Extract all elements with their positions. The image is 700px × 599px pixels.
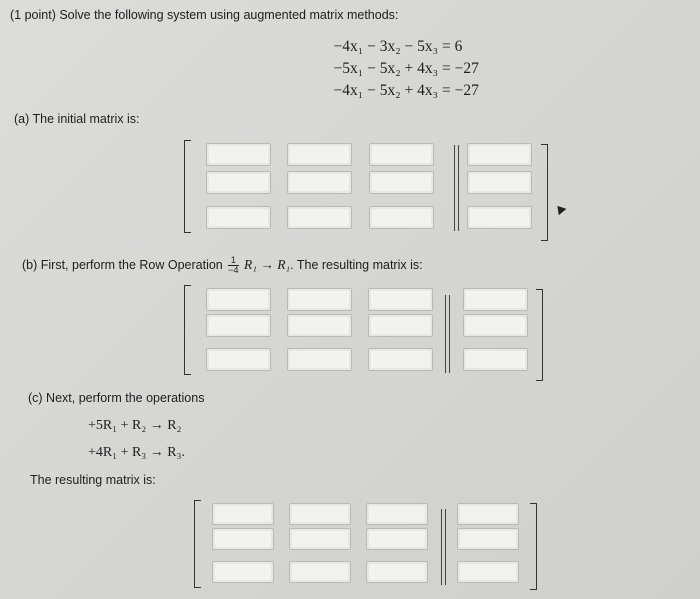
equation-3-rhs: −27 [454, 82, 479, 99]
matrix-b-cell-1-1[interactable] [206, 288, 271, 311]
matrix-a-left-bracket [184, 140, 191, 233]
matrix-b-cell-2-2[interactable] [287, 314, 352, 337]
matrix-b-cell-2-4[interactable] [463, 314, 528, 337]
problem-header: (1 point) Solve the following system using augmented matrix methods: [10, 8, 399, 22]
matrix-a-cell-3-4[interactable] [467, 206, 532, 229]
matrix-c-cell-2-3[interactable] [366, 528, 428, 550]
part-b-prefix: (b) First, perform the Row Operation [22, 257, 223, 272]
matrix-a-cell-2-4[interactable] [467, 171, 532, 194]
matrix-a-cell-1-4[interactable] [467, 143, 532, 166]
part-a-label: (a) The initial matrix is: [14, 112, 140, 126]
matrix-c-cell-3-4[interactable] [457, 561, 519, 583]
matrix-b-cell-2-3[interactable] [368, 314, 433, 337]
matrix-a-augment-bar-2 [458, 145, 459, 231]
matrix-c-cell-3-3[interactable] [366, 561, 428, 583]
matrix-b-cell-3-2[interactable] [287, 348, 352, 371]
part-b-frac-den: −4 [228, 265, 239, 275]
matrix-b-cell-1-2[interactable] [287, 288, 352, 311]
matrix-b-cell-3-4[interactable] [463, 348, 528, 371]
matrix-c-augment-bar-2 [445, 509, 446, 585]
matrix-c-right-bracket [530, 503, 537, 590]
equation-1-lhs: −4x₁ − 3x₂ − 5x₃ [333, 38, 438, 55]
part-c-result-label: The resulting matrix is: [30, 473, 156, 487]
equation-1-rhs: 6 [454, 38, 463, 55]
part-b-suffix: . The resulting matrix is: [290, 257, 423, 272]
part-c-op1: +5R₁ + R₂ → R₂ [88, 418, 182, 433]
matrix-c-cell-1-4[interactable] [457, 503, 519, 525]
matrix-c-cell-1-3[interactable] [366, 503, 428, 525]
matrix-a-cell-3-3[interactable] [369, 206, 434, 229]
matrix-b-right-bracket [536, 289, 543, 381]
mouse-cursor-icon [554, 203, 567, 216]
matrix-a-right-bracket [541, 144, 548, 241]
equation-3-eq: = −27 [442, 82, 479, 99]
matrix-b-cell-3-3[interactable] [368, 348, 433, 371]
equation-1-eq: = 6 [442, 38, 463, 55]
matrix-c-left-bracket [194, 500, 201, 588]
matrix-c-cell-2-1[interactable] [212, 528, 274, 550]
matrix-c-cell-1-1[interactable] [212, 503, 274, 525]
matrix-b-cell-2-1[interactable] [206, 314, 271, 337]
part-b-frac-num: 1 [228, 256, 238, 266]
matrix-c-cell-3-1[interactable] [212, 561, 274, 583]
part-b-fraction [228, 256, 238, 275]
matrix-a-cell-2-2[interactable] [287, 171, 352, 194]
matrix-a-cell-1-3[interactable] [369, 143, 434, 166]
matrix-a-cell-1-2[interactable] [287, 143, 352, 166]
matrix-a-cell-2-3[interactable] [369, 171, 434, 194]
matrix-c-cell-2-4[interactable] [457, 528, 519, 550]
matrix-b-augment-bar [445, 295, 446, 373]
equation-2-rhs: −27 [454, 60, 479, 77]
part-c-op2: +4R₁ + R₃ → R₃. [88, 445, 185, 460]
equation-2-lhs: −5x₁ − 5x₂ + 4x₃ [333, 60, 438, 77]
matrix-a-cell-3-2[interactable] [287, 206, 352, 229]
equation-3-lhs: −4x₁ − 5x₂ + 4x₃ [333, 82, 438, 99]
matrix-b-left-bracket [184, 285, 191, 375]
matrix-a-cell-2-1[interactable] [206, 171, 271, 194]
matrix-c-cell-1-2[interactable] [289, 503, 351, 525]
matrix-a-cell-1-1[interactable] [206, 143, 271, 166]
matrix-c-cell-3-2[interactable] [289, 561, 351, 583]
matrix-c-augment-bar [441, 509, 442, 585]
matrix-c-cell-2-2[interactable] [289, 528, 351, 550]
equation-2-eq: = −27 [442, 60, 479, 77]
matrix-a-cell-3-1[interactable] [206, 206, 271, 229]
matrix-b-cell-3-1[interactable] [206, 348, 271, 371]
matrix-b-cell-1-3[interactable] [368, 288, 433, 311]
matrix-b-cell-1-4[interactable] [463, 288, 528, 311]
part-b-instruction [22, 256, 423, 275]
part-c-label: (c) Next, perform the operations [28, 391, 205, 405]
part-b-op: R₁ → R₁ [244, 256, 291, 272]
matrix-a-augment-bar [454, 145, 455, 231]
matrix-b-augment-bar-2 [449, 295, 450, 373]
